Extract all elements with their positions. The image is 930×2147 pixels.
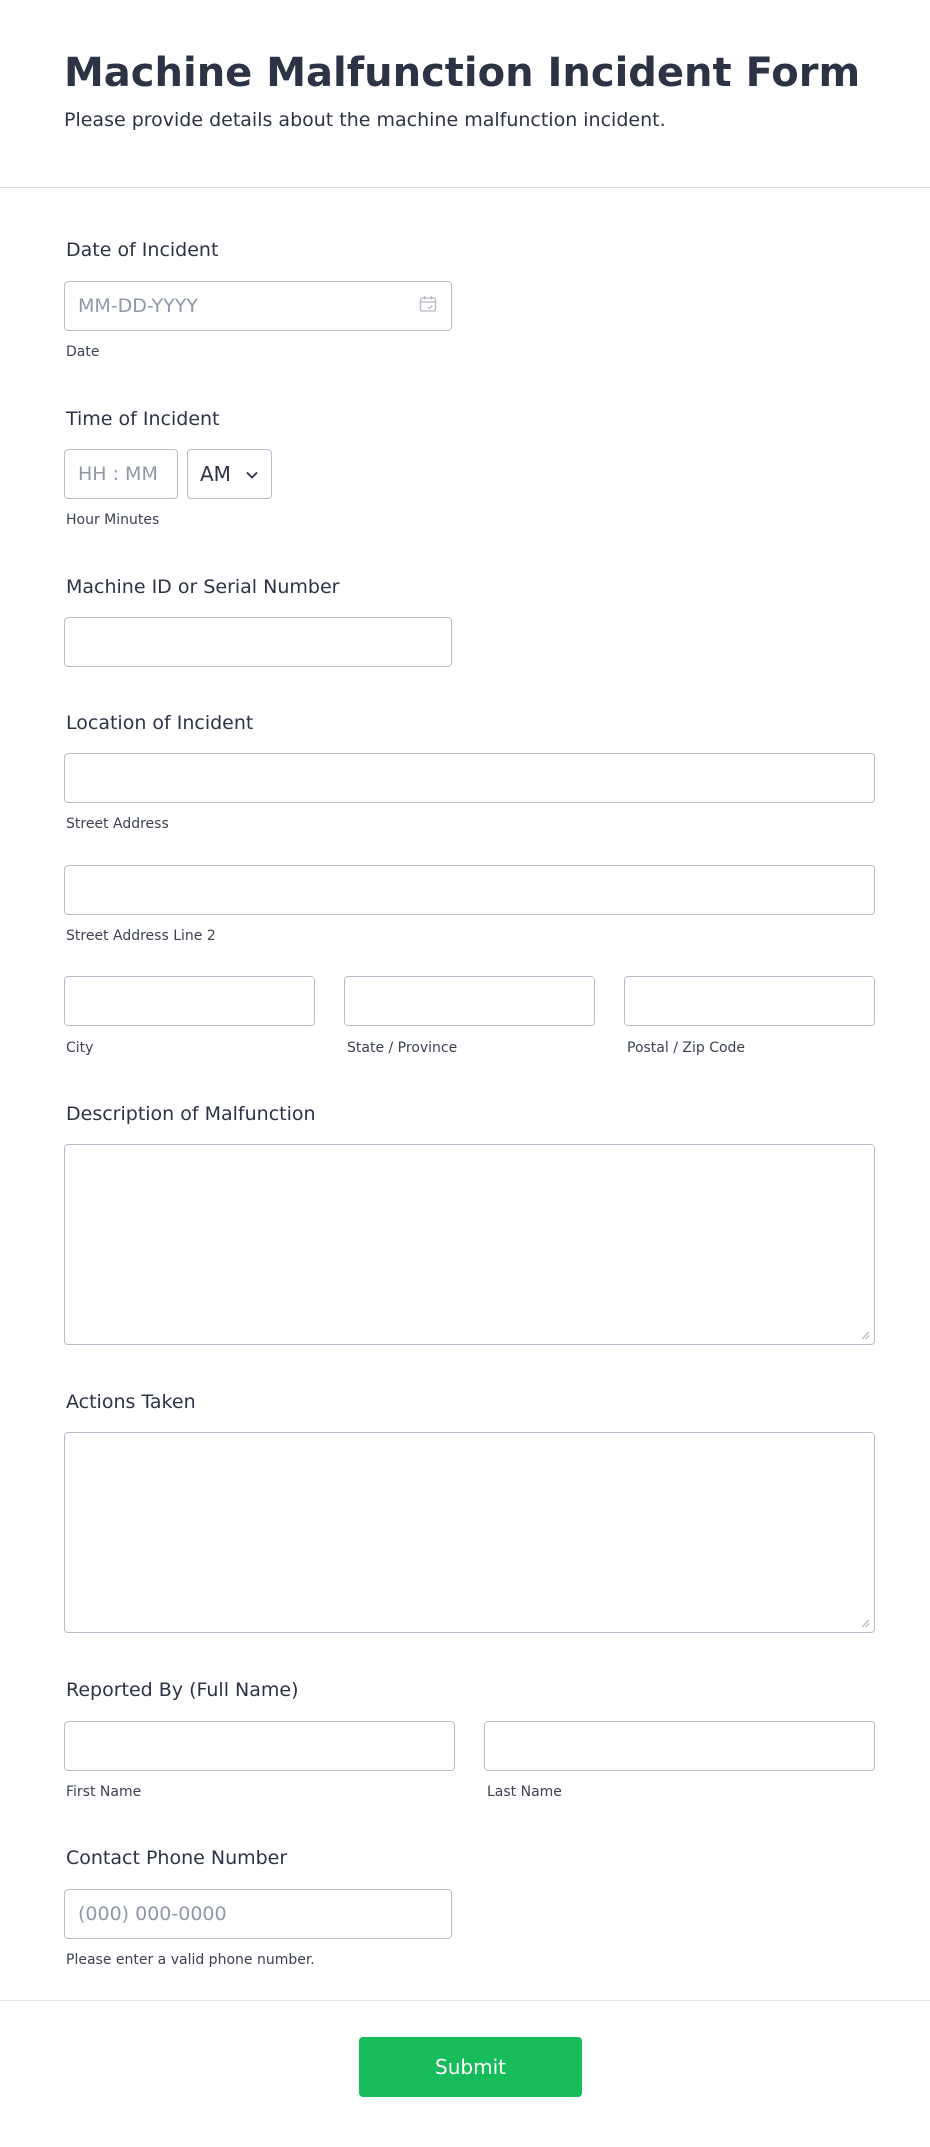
phone-input[interactable] (64, 1889, 452, 1939)
city-sublabel: City (66, 1040, 94, 1056)
calendar-icon[interactable] (419, 295, 437, 313)
last-name-input[interactable] (484, 1721, 875, 1771)
machine-id-input[interactable] (64, 617, 452, 667)
phone-label: Contact Phone Number (66, 1847, 288, 1869)
postal-code-input[interactable] (624, 976, 875, 1026)
first-name-sublabel: First Name (66, 1784, 142, 1800)
description-label: Description of Malfunction (66, 1103, 316, 1125)
resize-handle-icon[interactable] (860, 1618, 870, 1628)
time-sublabel: Hour Minutes (66, 512, 160, 528)
first-name-input[interactable] (64, 1721, 455, 1771)
submit-button[interactable]: Submit (359, 2037, 582, 2097)
chevron-down-icon (245, 468, 259, 482)
date-input[interactable] (64, 281, 452, 331)
street-address-sublabel: Street Address (66, 816, 169, 832)
actions-taken-textarea[interactable] (64, 1432, 875, 1633)
phone-sublabel: Please enter a valid phone number. (66, 1952, 315, 1968)
time-of-incident-label: Time of Incident (66, 408, 220, 430)
resize-handle-icon[interactable] (860, 1330, 870, 1340)
location-label: Location of Incident (66, 712, 254, 734)
state-province-sublabel: State / Province (347, 1040, 458, 1056)
date-sublabel: Date (66, 344, 100, 360)
actions-taken-label: Actions Taken (66, 1391, 196, 1413)
machine-id-label: Machine ID or Serial Number (66, 576, 340, 598)
street-address-line2-input[interactable] (64, 865, 875, 915)
time-input[interactable] (64, 449, 178, 499)
date-of-incident-label: Date of Incident (66, 239, 219, 261)
ampm-select[interactable] (187, 449, 272, 499)
state-province-input[interactable] (344, 976, 595, 1026)
reported-by-label: Reported By (Full Name) (66, 1679, 299, 1701)
postal-code-sublabel: Postal / Zip Code (627, 1040, 746, 1056)
city-input[interactable] (64, 976, 315, 1026)
footer-divider (0, 2000, 930, 2001)
street-address-input[interactable] (64, 753, 875, 803)
form-subtitle: Please provide details about the machine malfunction incident. (64, 109, 666, 131)
last-name-sublabel: Last Name (487, 1784, 562, 1800)
description-textarea[interactable] (64, 1144, 875, 1345)
form-header (0, 0, 930, 188)
ampm-value: AM (200, 462, 231, 486)
street-address-line2-sublabel: Street Address Line 2 (66, 928, 216, 944)
form-title: Machine Malfunction Incident Form (64, 50, 861, 96)
